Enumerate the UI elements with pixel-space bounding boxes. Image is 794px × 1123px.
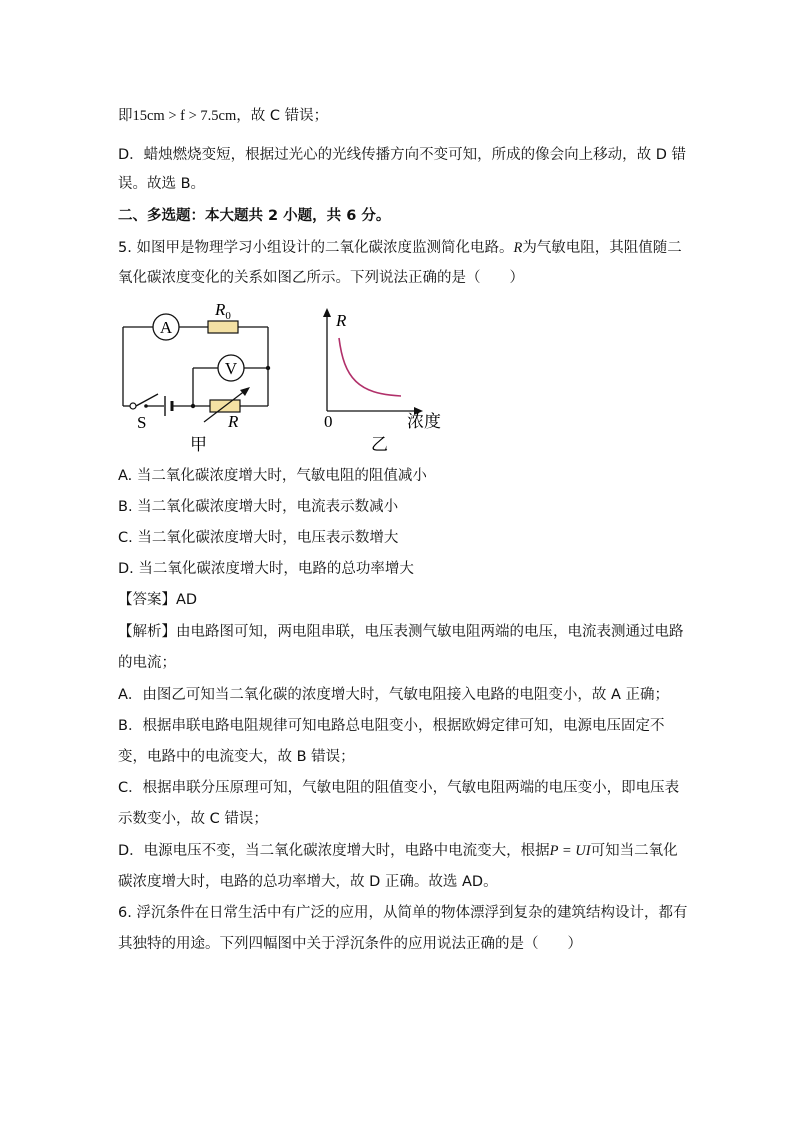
q5-stem-1a: 5. 如图甲是物理学习小组设计的二氧化碳浓度监测简化电路。	[118, 240, 514, 256]
answer: 【答案】AD	[118, 592, 198, 608]
q5-stem-var: R	[513, 240, 523, 256]
line-3: 误。故选 B。	[118, 176, 206, 192]
resistance-curve	[339, 338, 401, 396]
option-d: D. 当二氧化碳浓度增大时，电路的总功率增大	[118, 561, 414, 577]
analysis-c-2: 示数变小，故 C 错误；	[118, 811, 268, 827]
ammeter-label: A	[159, 318, 173, 337]
analysis-b-2: 变，电路中的电流变大，故 B 错误；	[118, 749, 355, 765]
junction-dot	[266, 366, 270, 370]
line-2: D．蜡烛燃烧变短，根据过光心的光线传播方向不变可知，所成的像会向上移动，故 D 错	[118, 147, 687, 163]
r0-label: $R_0$	[215, 300, 231, 322]
junction-dot	[191, 404, 195, 408]
resistance-graph	[323, 308, 441, 455]
option-c: C. 当二氧化碳浓度增大时，电压表示数增大	[118, 530, 399, 546]
voltmeter-label: V	[224, 359, 238, 378]
r-label: R	[228, 412, 239, 431]
graph-origin-label: 0	[324, 412, 333, 431]
option-b: B. 当二氧化碳浓度增大时，电流表示数减小	[118, 499, 399, 515]
caption-right: 乙	[371, 435, 388, 455]
circuit-diagram	[123, 327, 268, 406]
analysis-d-1a: D．电源电压不变，当二氧化碳浓度增大时，电路中电流变大，根据	[118, 843, 550, 859]
q6-stem-1: 6. 浮沉条件在日常生活中有广泛的应用，从简单的物体漂浮到复杂的建筑结构设计，都有	[118, 905, 688, 921]
graph-y-label: R	[336, 311, 347, 330]
analysis-line-1: 【解析】由电路图可知，两电阻串联，电压表测气敏电阻两端的电压，电流表测通过电路	[118, 624, 684, 640]
analysis-c-1: C．根据串联分压原理可知，气敏电阻的阻值变小，气敏电阻两端的电压变小，即电压表	[118, 780, 680, 796]
r0-resistor	[208, 321, 238, 333]
section-heading: 二、多选题：本大题共 2 小题，共 6 分。	[118, 208, 391, 224]
analysis-line-2: 的电流；	[118, 655, 176, 671]
q5-stem-2: 氧化碳浓度变化的关系如图乙所示。下列说法正确的是（ ）	[118, 270, 524, 286]
q5-stem-1b: 为气敏电阻，其阻值随二	[522, 240, 682, 256]
analysis-d-1b: 可知当二氧化	[590, 843, 678, 859]
y-axis-arrow-icon	[323, 308, 331, 317]
switch-label: S	[137, 413, 147, 432]
q6-stem-2: 其独特的用途。下列四幅图中关于浮沉条件的应用说法正确的是（ ）	[118, 936, 582, 952]
graph-x-label: 浓度	[407, 412, 441, 432]
variable-arrow-head-icon	[240, 387, 250, 396]
switch-contact-icon	[130, 403, 136, 409]
line-1-suffix: ，故 C 错误；	[236, 108, 329, 124]
math-focal-range: 15cm > f > 7.5cm	[132, 108, 237, 124]
caption-left: 甲	[190, 435, 207, 455]
switch-contact-icon	[144, 404, 148, 408]
switch-blade	[136, 394, 158, 406]
line-1-prefix: 即	[118, 108, 133, 124]
math-power-formula: P = UI	[549, 843, 591, 859]
analysis-d-2: 碳浓度增大时，电路的总功率增大，故 D 正确。故选 AD。	[118, 874, 498, 890]
q5-stem-1	[118, 238, 682, 258]
analysis-a: A．由图乙可知当二氧化碳的浓度增大时，气敏电阻接入电路的电阻变小，故 A 正确；	[118, 687, 670, 703]
option-a: A. 当二氧化碳浓度增大时，气敏电阻的阻值减小	[118, 468, 427, 484]
analysis-b-1: B．根据串联电路电阻规律可知电路总电阻变小，根据欧姆定律可知，电源电压固定不	[118, 718, 665, 734]
line-1	[118, 106, 328, 126]
analysis-d-1	[118, 841, 678, 861]
q5-figure	[118, 298, 448, 458]
